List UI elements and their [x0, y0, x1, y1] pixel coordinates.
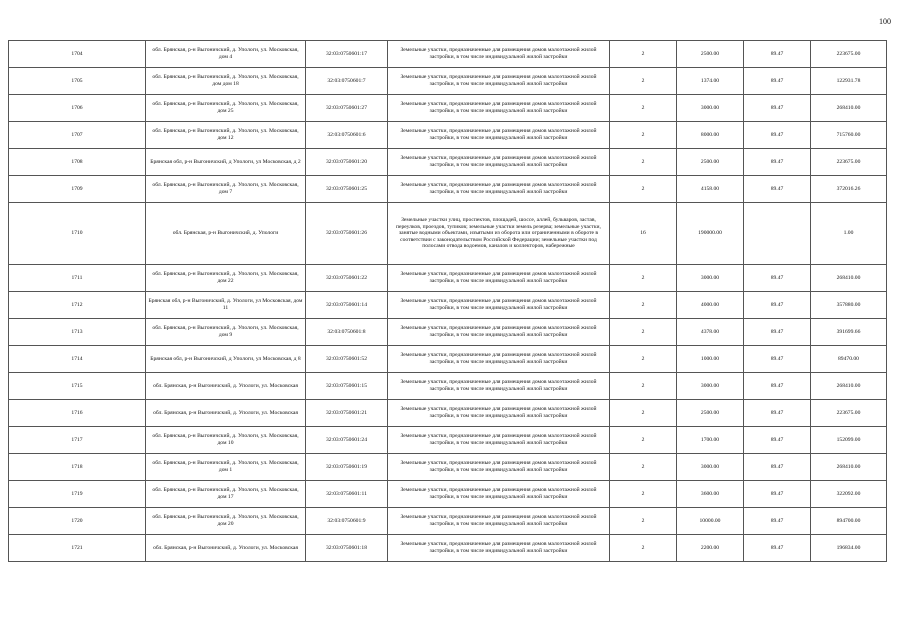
area-cell: 4000.00 — [677, 292, 744, 319]
row-number: 1709 — [9, 176, 146, 203]
address-cell: обл. Брянская, р-н Выгоничский, д. Упологи, ул. Московская, дом 17 — [146, 481, 306, 508]
specific-value-cell: 89.47 — [744, 149, 811, 176]
row-number: 1717 — [9, 427, 146, 454]
category-code-cell: 2 — [610, 292, 677, 319]
specific-value-cell: 89.47 — [744, 122, 811, 149]
cadastral-value-cell: 196834.00 — [811, 535, 887, 562]
address-cell: обл. Брянская, р-н Выгоничский, д. Упологи, ул. Московская, дом дом 18 — [146, 68, 306, 95]
land-category-cell: Земельные участки, предназначенные для размещения домов малоэтажной жилой застройки, в том числе индивидуальной жилой застройки — [388, 176, 610, 203]
registry-body — [9, 41, 887, 562]
cadastral-value-cell: 152099.00 — [811, 427, 887, 454]
cadastral-number-cell: 32:03:0750601:18 — [306, 535, 388, 562]
table-row — [9, 149, 887, 176]
category-code-cell: 2 — [610, 95, 677, 122]
category-code-cell: 2 — [610, 454, 677, 481]
cadastral-number-cell: 32:03:0750601:14 — [306, 292, 388, 319]
land-category-cell: Земельные участки, предназначенные для размещения домов малоэтажной жилой застройки, в том числе индивидуальной жилой застройки — [388, 454, 610, 481]
category-code-cell: 2 — [610, 481, 677, 508]
cadastral-number-cell: 32:03:0750601:26 — [306, 203, 388, 265]
category-code-cell: 2 — [610, 346, 677, 373]
specific-value-cell: 89.47 — [744, 454, 811, 481]
cadastral-value-cell: 268410.00 — [811, 265, 887, 292]
land-category-cell: Земельные участки, предназначенные для размещения домов малоэтажной жилой застройки, в том числе индивидуальной жилой застройки — [388, 149, 610, 176]
row-number: 1714 — [9, 346, 146, 373]
address-cell: Брянская обл, р-н Выгоничский, д Упологи, ул Московская, д 8 — [146, 346, 306, 373]
land-category-cell: Земельные участки, предназначенные для размещения домов малоэтажной жилой застройки, в том числе индивидуальной жилой застройки — [388, 122, 610, 149]
row-number: 1707 — [9, 122, 146, 149]
specific-value-cell: 89.47 — [744, 292, 811, 319]
address-cell: Брянская обл, р-н Выгоничский, д Упологи, ул Московская, д 2 — [146, 149, 306, 176]
table-row — [9, 454, 887, 481]
area-cell: 1374.00 — [677, 68, 744, 95]
category-code-cell: 2 — [610, 122, 677, 149]
row-number: 1719 — [9, 481, 146, 508]
cadastral-value-cell: 223675.00 — [811, 400, 887, 427]
page-number: 100 — [879, 17, 891, 26]
specific-value-cell: 89.47 — [744, 176, 811, 203]
cadastral-number-cell: 32:03:0750601:22 — [306, 265, 388, 292]
address-cell: обл. Брянская, р-н Выгоничский, д. Упологи, ул. Московская, дом 25 — [146, 95, 306, 122]
cadastral-value-cell: 223675.00 — [811, 41, 887, 68]
row-number: 1710 — [9, 203, 146, 265]
table-row — [9, 122, 887, 149]
cadastral-number-cell: 32:03:0750601:8 — [306, 319, 388, 346]
row-number: 1713 — [9, 319, 146, 346]
cadastral-number-cell: 32:03:0750601:15 — [306, 373, 388, 400]
cadastral-value-cell: 1.00 — [811, 203, 887, 265]
cadastral-number-cell: 32:03:0750601:25 — [306, 176, 388, 203]
category-code-cell: 16 — [610, 203, 677, 265]
land-category-cell: Земельные участки, предназначенные для размещения домов малоэтажной жилой застройки, в том числе индивидуальной жилой застройки — [388, 346, 610, 373]
cadastral-value-cell: 715760.00 — [811, 122, 887, 149]
address-cell: обл. Брянская, р-н Выгоничский, д. Упологи, ул. Московская, дом 20 — [146, 508, 306, 535]
cadastral-value-cell: 372016.26 — [811, 176, 887, 203]
specific-value-cell: 89.47 — [744, 265, 811, 292]
cadastral-value-cell: 268410.00 — [811, 373, 887, 400]
area-cell: 10000.00 — [677, 508, 744, 535]
specific-value-cell: 89.47 — [744, 481, 811, 508]
row-number: 1704 — [9, 41, 146, 68]
area-cell: 1700.00 — [677, 427, 744, 454]
cadastral-number-cell: 32:03:0750601:24 — [306, 427, 388, 454]
table-row — [9, 68, 887, 95]
address-cell: обл. Брянская, р-н Выгоничский, д. Упологи — [146, 203, 306, 265]
specific-value-cell: 89.47 — [744, 508, 811, 535]
cadastral-value-cell: 357880.00 — [811, 292, 887, 319]
cadastral-registry-table — [8, 40, 887, 562]
land-category-cell: Земельные участки, предназначенные для размещения домов малоэтажной жилой застройки, в том числе индивидуальной жилой застройки — [388, 427, 610, 454]
area-cell: 8000.00 — [677, 122, 744, 149]
table-row — [9, 319, 887, 346]
land-category-cell: Земельные участки, предназначенные для размещения домов малоэтажной жилой застройки, в том числе индивидуальной жилой застройки — [388, 319, 610, 346]
cadastral-number-cell: 32:03:0750601:19 — [306, 454, 388, 481]
table-row — [9, 400, 887, 427]
cadastral-value-cell: 268410.00 — [811, 95, 887, 122]
area-cell: 4378.00 — [677, 319, 744, 346]
area-cell: 2500.00 — [677, 41, 744, 68]
category-code-cell: 2 — [610, 427, 677, 454]
cadastral-number-cell: 32:03:0750601:9 — [306, 508, 388, 535]
category-code-cell: 2 — [610, 176, 677, 203]
category-code-cell: 2 — [610, 265, 677, 292]
area-cell: 4158.00 — [677, 176, 744, 203]
area-cell: 2500.00 — [677, 400, 744, 427]
specific-value-cell — [744, 203, 811, 265]
specific-value-cell: 89.47 — [744, 400, 811, 427]
area-cell: 3000.00 — [677, 373, 744, 400]
row-number: 1711 — [9, 265, 146, 292]
cadastral-value-cell: 322092.00 — [811, 481, 887, 508]
cadastral-number-cell: 32:03:0750601:27 — [306, 95, 388, 122]
row-number: 1705 — [9, 68, 146, 95]
address-cell: обл. Брянская, р-н Выгоничский, д. Упологи, ул. Московская, дом 1 — [146, 454, 306, 481]
category-code-cell: 2 — [610, 41, 677, 68]
row-number: 1708 — [9, 149, 146, 176]
specific-value-cell: 89.47 — [744, 41, 811, 68]
table-row — [9, 41, 887, 68]
cadastral-number-cell: 32:03:0750601:6 — [306, 122, 388, 149]
row-number: 1718 — [9, 454, 146, 481]
table-row — [9, 508, 887, 535]
category-code-cell: 2 — [610, 319, 677, 346]
cadastral-number-cell: 32:03:0750601:21 — [306, 400, 388, 427]
specific-value-cell: 89.47 — [744, 319, 811, 346]
cadastral-number-cell: 32:03:0750601:52 — [306, 346, 388, 373]
table-row — [9, 292, 887, 319]
area-cell: 3000.00 — [677, 454, 744, 481]
area-cell: 2200.00 — [677, 535, 744, 562]
table-row — [9, 176, 887, 203]
specific-value-cell: 89.47 — [744, 68, 811, 95]
category-code-cell: 2 — [610, 535, 677, 562]
address-cell: обл. Брянская, р-н Выгоничский, д. Упологи, ул. Московская, дом 4 — [146, 41, 306, 68]
cadastral-value-cell: 894700.00 — [811, 508, 887, 535]
area-cell: 3000.00 — [677, 265, 744, 292]
category-code-cell: 2 — [610, 400, 677, 427]
land-category-cell: Земельные участки, предназначенные для размещения домов малоэтажной жилой застройки, в том числе индивидуальной жилой застройки — [388, 508, 610, 535]
row-number: 1712 — [9, 292, 146, 319]
table-row — [9, 427, 887, 454]
area-cell: 3600.00 — [677, 481, 744, 508]
cadastral-value-cell: 268410.00 — [811, 454, 887, 481]
area-cell: 190000.00 — [677, 203, 744, 265]
land-category-cell: Земельные участки, предназначенные для размещения домов малоэтажной жилой застройки, в том числе индивидуальной жилой застройки — [388, 373, 610, 400]
address-cell: обл. Брянская, р-н Выгоничский, д. Упологи, ул. Московская, дом 9 — [146, 319, 306, 346]
land-category-cell: Земельные участки, предназначенные для размещения домов малоэтажной жилой застройки, в том числе индивидуальной жилой застройки — [388, 41, 610, 68]
area-cell: 1000.00 — [677, 346, 744, 373]
table-row — [9, 95, 887, 122]
table-row — [9, 203, 887, 265]
table-row — [9, 373, 887, 400]
land-category-cell: Земельные участки, предназначенные для размещения домов малоэтажной жилой застройки, в том числе индивидуальной жилой застройки — [388, 292, 610, 319]
address-cell: обл. Брянская, р-н Выгоничский, д. Упологи, ул. Московская — [146, 373, 306, 400]
cadastral-value-cell: 122931.78 — [811, 68, 887, 95]
table-row — [9, 346, 887, 373]
address-cell: обл. Брянская, р-н Выгоничский, д. Упологи, ул. Московская, дом 7 — [146, 176, 306, 203]
area-cell: 3000.00 — [677, 95, 744, 122]
address-cell: обл. Брянская, р-н Выгоничский, д. Упологи, ул. Московская, дом 22 — [146, 265, 306, 292]
cadastral-number-cell: 32:03:0750601:7 — [306, 68, 388, 95]
table-row — [9, 535, 887, 562]
category-code-cell: 2 — [610, 373, 677, 400]
category-code-cell: 2 — [610, 68, 677, 95]
address-cell: обл. Брянская, р-н Выгоничский, д. Упологи, ул. Московская, дом 10 — [146, 427, 306, 454]
cadastral-number-cell: 32:03:0750601:17 — [306, 41, 388, 68]
land-category-cell: Земельные участки, предназначенные для размещения домов малоэтажной жилой застройки, в том числе индивидуальной жилой застройки — [388, 535, 610, 562]
specific-value-cell: 89.47 — [744, 427, 811, 454]
land-category-cell: Земельные участки улиц, проспектов, площадей, шоссе, аллей, бульваров, застав, переулков, проездов, тупиков; земельные участки земель резерва; земельные участки, занятые водными объектами, изъятыми из оборота или ограниченными в обороте в соответствии с законодательством Российской Федерации; земельные участки под полосами отвода водоемов, каналов и коллекторов, набережные — [388, 203, 610, 265]
category-code-cell: 2 — [610, 149, 677, 176]
row-number: 1721 — [9, 535, 146, 562]
category-code-cell: 2 — [610, 508, 677, 535]
land-category-cell: Земельные участки, предназначенные для размещения домов малоэтажной жилой застройки, в том числе индивидуальной жилой застройки — [388, 481, 610, 508]
specific-value-cell: 89.47 — [744, 373, 811, 400]
table-row — [9, 481, 887, 508]
row-number: 1715 — [9, 373, 146, 400]
row-number: 1720 — [9, 508, 146, 535]
address-cell: обл. Брянская, р-н Выгоничский, д. Упологи, ул. Московская — [146, 400, 306, 427]
cadastral-value-cell: 223675.00 — [811, 149, 887, 176]
specific-value-cell: 89.47 — [744, 535, 811, 562]
land-category-cell: Земельные участки, предназначенные для размещения домов малоэтажной жилой застройки, в том числе индивидуальной жилой застройки — [388, 95, 610, 122]
area-cell: 2500.00 — [677, 149, 744, 176]
land-category-cell: Земельные участки, предназначенные для размещения домов малоэтажной жилой застройки, в том числе индивидуальной жилой застройки — [388, 400, 610, 427]
specific-value-cell: 89.47 — [744, 346, 811, 373]
row-number: 1706 — [9, 95, 146, 122]
address-cell: Брянская обл, р-н Выгоничский, д. Упологи, ул Московская, дом 11 — [146, 292, 306, 319]
cadastral-number-cell: 32:03:0750601:11 — [306, 481, 388, 508]
cadastral-value-cell: 89470.00 — [811, 346, 887, 373]
address-cell: обл. Брянская, р-н Выгоничский, д. Упологи, ул. Московская, дом 12 — [146, 122, 306, 149]
land-category-cell: Земельные участки, предназначенные для размещения домов малоэтажной жилой застройки, в том числе индивидуальной жилой застройки — [388, 68, 610, 95]
land-category-cell: Земельные участки, предназначенные для размещения домов малоэтажной жилой застройки, в том числе индивидуальной жилой застройки — [388, 265, 610, 292]
address-cell: обл. Брянская, р-н Выгоничский, д. Упологи, ул. Московская — [146, 535, 306, 562]
table-row — [9, 265, 887, 292]
cadastral-number-cell: 32:03:0750601:20 — [306, 149, 388, 176]
row-number: 1716 — [9, 400, 146, 427]
cadastral-value-cell: 391699.66 — [811, 319, 887, 346]
specific-value-cell: 89.47 — [744, 95, 811, 122]
